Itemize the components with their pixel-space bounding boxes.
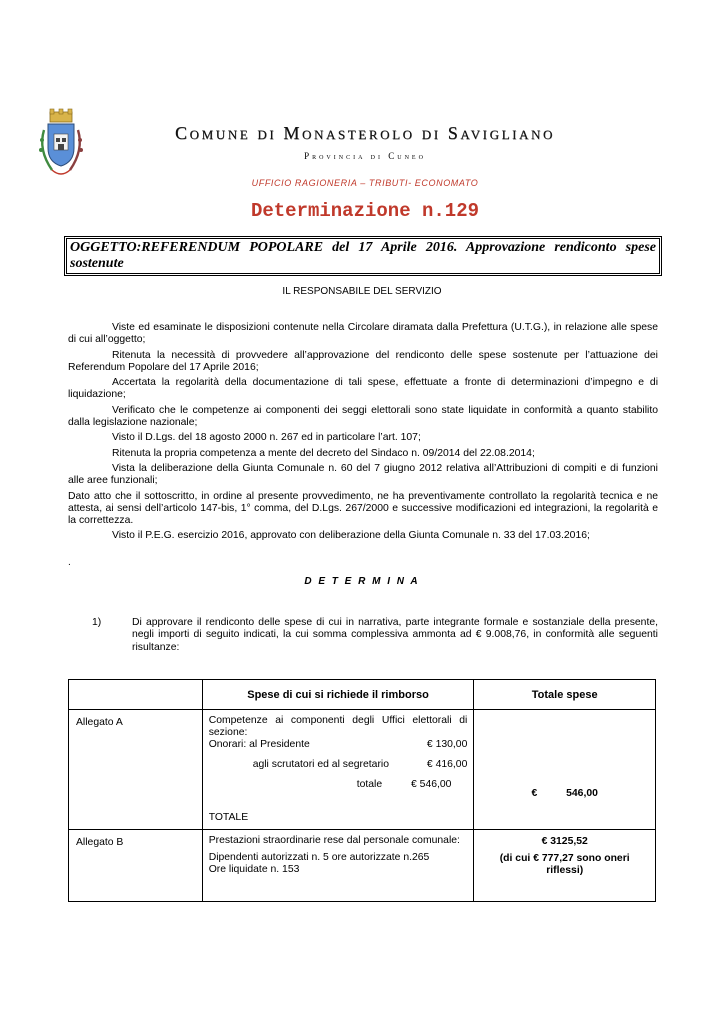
- presidente-value: € 130,00: [426, 739, 468, 750]
- description-line: Prestazioni straordinarie rese dal personale comunale:: [208, 835, 460, 846]
- table-row: [69, 710, 656, 830]
- paragraph: Ritenuta la necessità di provvedere all’approvazione del rendiconto delle spese sostenute per l’attuazione dei Referendum Popolare del 17 Aprile 2016;: [68, 349, 658, 373]
- totale-label: totale: [356, 779, 383, 790]
- presidente-label: Onorari: al Presidente: [208, 739, 310, 750]
- paragraph: Dato atto che il sottoscritto, in ordine al presente provvedimento, ne ha preventivamente controllato la regolarità tecnica e ne attesta, ai sensi dell’articolo 147-bis, 1° comma, del D.Lgs. 267/2000 e successive modificazioni ed integrazioni, la regolarità e la correttezza.: [68, 490, 658, 527]
- table-header-cell: Totale spese: [474, 680, 656, 710]
- preamble: [68, 322, 658, 546]
- provincia-name: Provincia di Cuneo: [304, 151, 426, 161]
- totale-caps: TOTALE: [208, 812, 249, 823]
- row-description: [203, 830, 474, 881]
- table-row: [69, 830, 656, 902]
- total-b-note: (di cui € 777,27 sono oneri riflessi): [499, 853, 630, 876]
- table-header-cell: Spese di cui si richiede il rimborso: [202, 680, 474, 710]
- table-cell: [474, 830, 656, 902]
- item-number: 1): [92, 617, 102, 628]
- determina-heading: D E T E R M I N A: [304, 576, 420, 587]
- table-cell: [202, 830, 474, 902]
- table-cell: [474, 710, 656, 830]
- row-description: [203, 710, 474, 829]
- table-header-cell: [69, 680, 203, 710]
- paragraph: Viste ed esaminate le disposizioni contenute nella Circolare diramata dalla Prefettura (U.T.G.), in relazione alle spese di cui all’oggetto;: [68, 322, 658, 346]
- row-label: Allegato B: [76, 837, 124, 848]
- table-header-row: [69, 680, 656, 710]
- description-line: Ore liquidate n. 153: [208, 864, 300, 875]
- total-a-value: 546,00: [566, 788, 598, 799]
- paragraph: Verificato che le competenze ai componenti dei seggi elettorali sono state liquidate in conformità a quanto stabilito dalla legislazione nazionale;: [68, 404, 658, 429]
- responsible-heading: IL RESPONSABILE DEL SERVIZIO: [282, 286, 442, 297]
- presidente-line: [209, 739, 468, 751]
- expenses-table: [68, 679, 656, 902]
- scrutatori-line: [209, 759, 468, 771]
- euro-sign: €: [531, 788, 538, 799]
- table-cell: [202, 710, 474, 830]
- paragraph: Visto il P.E.G. esercizio 2016, approvato con deliberazione della Giunta Comunale n. 33 del 17.03.2016;: [112, 530, 590, 542]
- total-b: [474, 836, 655, 877]
- comune-name: Comune di Monasterolo di Savigliano: [174, 123, 556, 143]
- paragraph: Visto il D.Lgs. del 18 agosto 2000 n. 267 ed in particolare l’art. 107;: [112, 432, 421, 444]
- description-line: Dipendenti autorizzati n. 5 ore autorizzate n.265: [208, 852, 430, 863]
- totale-value: € 546,00: [411, 779, 452, 790]
- total-b-value: € 3125,52: [541, 836, 588, 847]
- totale-line: [209, 779, 468, 791]
- stray-dot: .: [68, 557, 71, 568]
- table-cell: [69, 710, 203, 830]
- paragraph: Accertata la regolarità della documentazione di tali spese, effettuate a fronte di determinazioni d’impegno e di liquidazione;: [68, 377, 658, 401]
- municipal-crest-logo: [36, 108, 86, 184]
- item-text: Di approvare il rendiconto delle spese di cui in narrativa, parte integrante formale e sostanziale della presente, negli importi di seguito indicati, la cui somma complessiva ammonta ad € 9.008,76, in conformità alle seguenti risultanze:: [132, 617, 658, 653]
- row-label: Allegato A: [76, 717, 123, 728]
- description-line: Competenze ai componenti degli Uffici elettorali di sezione:: [208, 715, 468, 738]
- table-cell: [69, 830, 203, 902]
- total-a: [474, 788, 655, 799]
- subject-box: [64, 236, 662, 276]
- subject-text: OGGETTO:REFERENDUM POPOLARE del 17 Aprile 2016. Approvazione rendiconto spese sostenute: [70, 240, 656, 271]
- paragraph: Ritenuta la propria competenza a mente del decreto del Sindaco n. 09/2014 del 22.08.2014;: [112, 447, 535, 459]
- paragraph: Vista la deliberazione della Giunta Comunale n. 60 del 7 giugno 2012 relativa all’Attribuzioni di compiti e di funzioni alle aree funzionali;: [68, 462, 658, 487]
- scrutatori-label: agli scrutatori ed al segretario: [252, 759, 389, 770]
- scrutatori-value: € 416,00: [426, 759, 468, 770]
- office-name: UFFICIO RAGIONERIA – TRIBUTI- ECONOMATO: [251, 178, 479, 188]
- document-title: Determinazione n.129: [250, 200, 480, 222]
